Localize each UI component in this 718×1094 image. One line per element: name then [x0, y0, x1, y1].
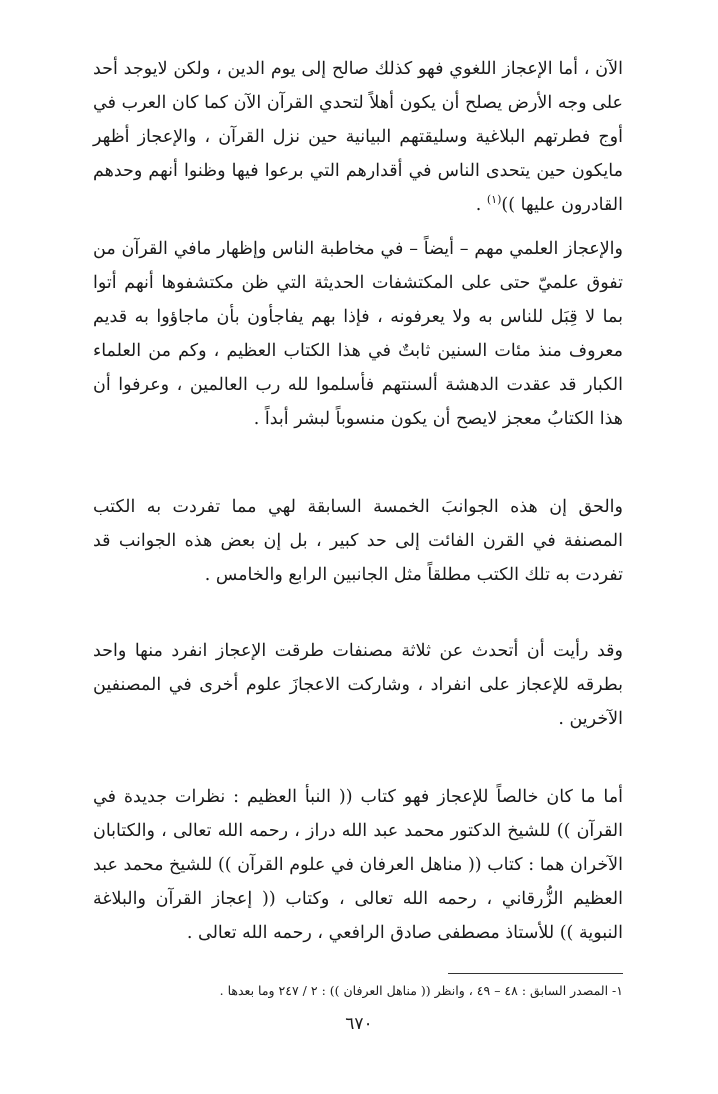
footnote-separator — [448, 973, 623, 974]
paragraph-4: وقد رأيت أن أتحدث عن ثلاثة مصنفات طرقت الإعجاز انفرد منها واحد بطرقه للإعجاز على انفراد ، وشاركت الاعجازَ علوم أخرى في المصنفين الآخرين . — [93, 641, 623, 729]
paragraph-2: والإعجاز العلمي مهم – أيضاً – في مخاطبة الناس وإظهار مافي القرآن من تفوق علميّ حتى على المكتشفات الحديثة التي ظن مكتشفوها أنهم أتوا بما لا قِبَل للناس به ولا يعرفونه ، فإذا بهم يفاجأون بأن ماجاؤوا به قديم معروف منذ مئات السنين ثابتٌ في هذا الكتاب العظيم ، وكم من العلماء الكبار قد عقدت الدهشة ألسنتهم فأسلموا لله رب العالمين ، وعرفوا أن هذا الكتابُ معجز لايصح أن يكون منسوباً لبشر أبداً . — [93, 239, 623, 429]
paragraph-1-text: الآن ، أما الإعجاز اللغوي فهو كذلك صالح إلى يوم الدين ، ولكن لايوجد أحد على وجه الأرض يصلح أن يكون أهلاً لتحدي القرآن الآن كما كان العرب في أوج فطرتهم البلاغية وسليقتهم البيانية حين نزل القرآن ، والإعجاز أظهر مايكون حين يتحدى الناس في أقدارهم التي برعوا فيها وظنوا أنهم وحدهم القادرون عليها )) — [93, 59, 623, 215]
page-number: ٦٧٠ — [345, 1014, 373, 1034]
footnote-reference[interactable]: (١) — [486, 193, 502, 207]
footnote: ١- المصدر السابق : ٤٨ – ٤٩ ، وانظر (( مناهل العرفان )) : ٢ / ٢٤٧ وما بعدها . — [219, 983, 623, 998]
paragraph-1 — [93, 52, 623, 222]
paragraph-5: أما ما كان خالصاً للإعجاز فهو كتاب (( النبأ العظيم : نظرات جديدة في القرآن )) للشيخ الدكتور محمد عبد الله دراز ، رحمه الله تعالى ، والكتابان الآخران هما : كتاب (( مناهل العرفان في علوم القرآن )) للشيخ محمد عبد العظيم الزُّرقاني ، رحمه الله تعالى ، وكتاب (( إعجاز القرآن والبلاغة النبوية )) للأستاذ مصطفى صادق الرافعي ، رحمه الله تعالى . — [93, 787, 623, 943]
paragraph-1-tail: . — [475, 195, 487, 215]
paragraph-3: والحق إن هذه الجوانبَ الخمسة السابقة لهي مما تفردت به الكتب المصنفة في القرن الفائت إلى حد كبير ، بل إن بعض هذه الجوانب قد تفردت به تلك الكتب مطلقاً مثل الجانبين الرابع والخامس . — [93, 497, 623, 585]
